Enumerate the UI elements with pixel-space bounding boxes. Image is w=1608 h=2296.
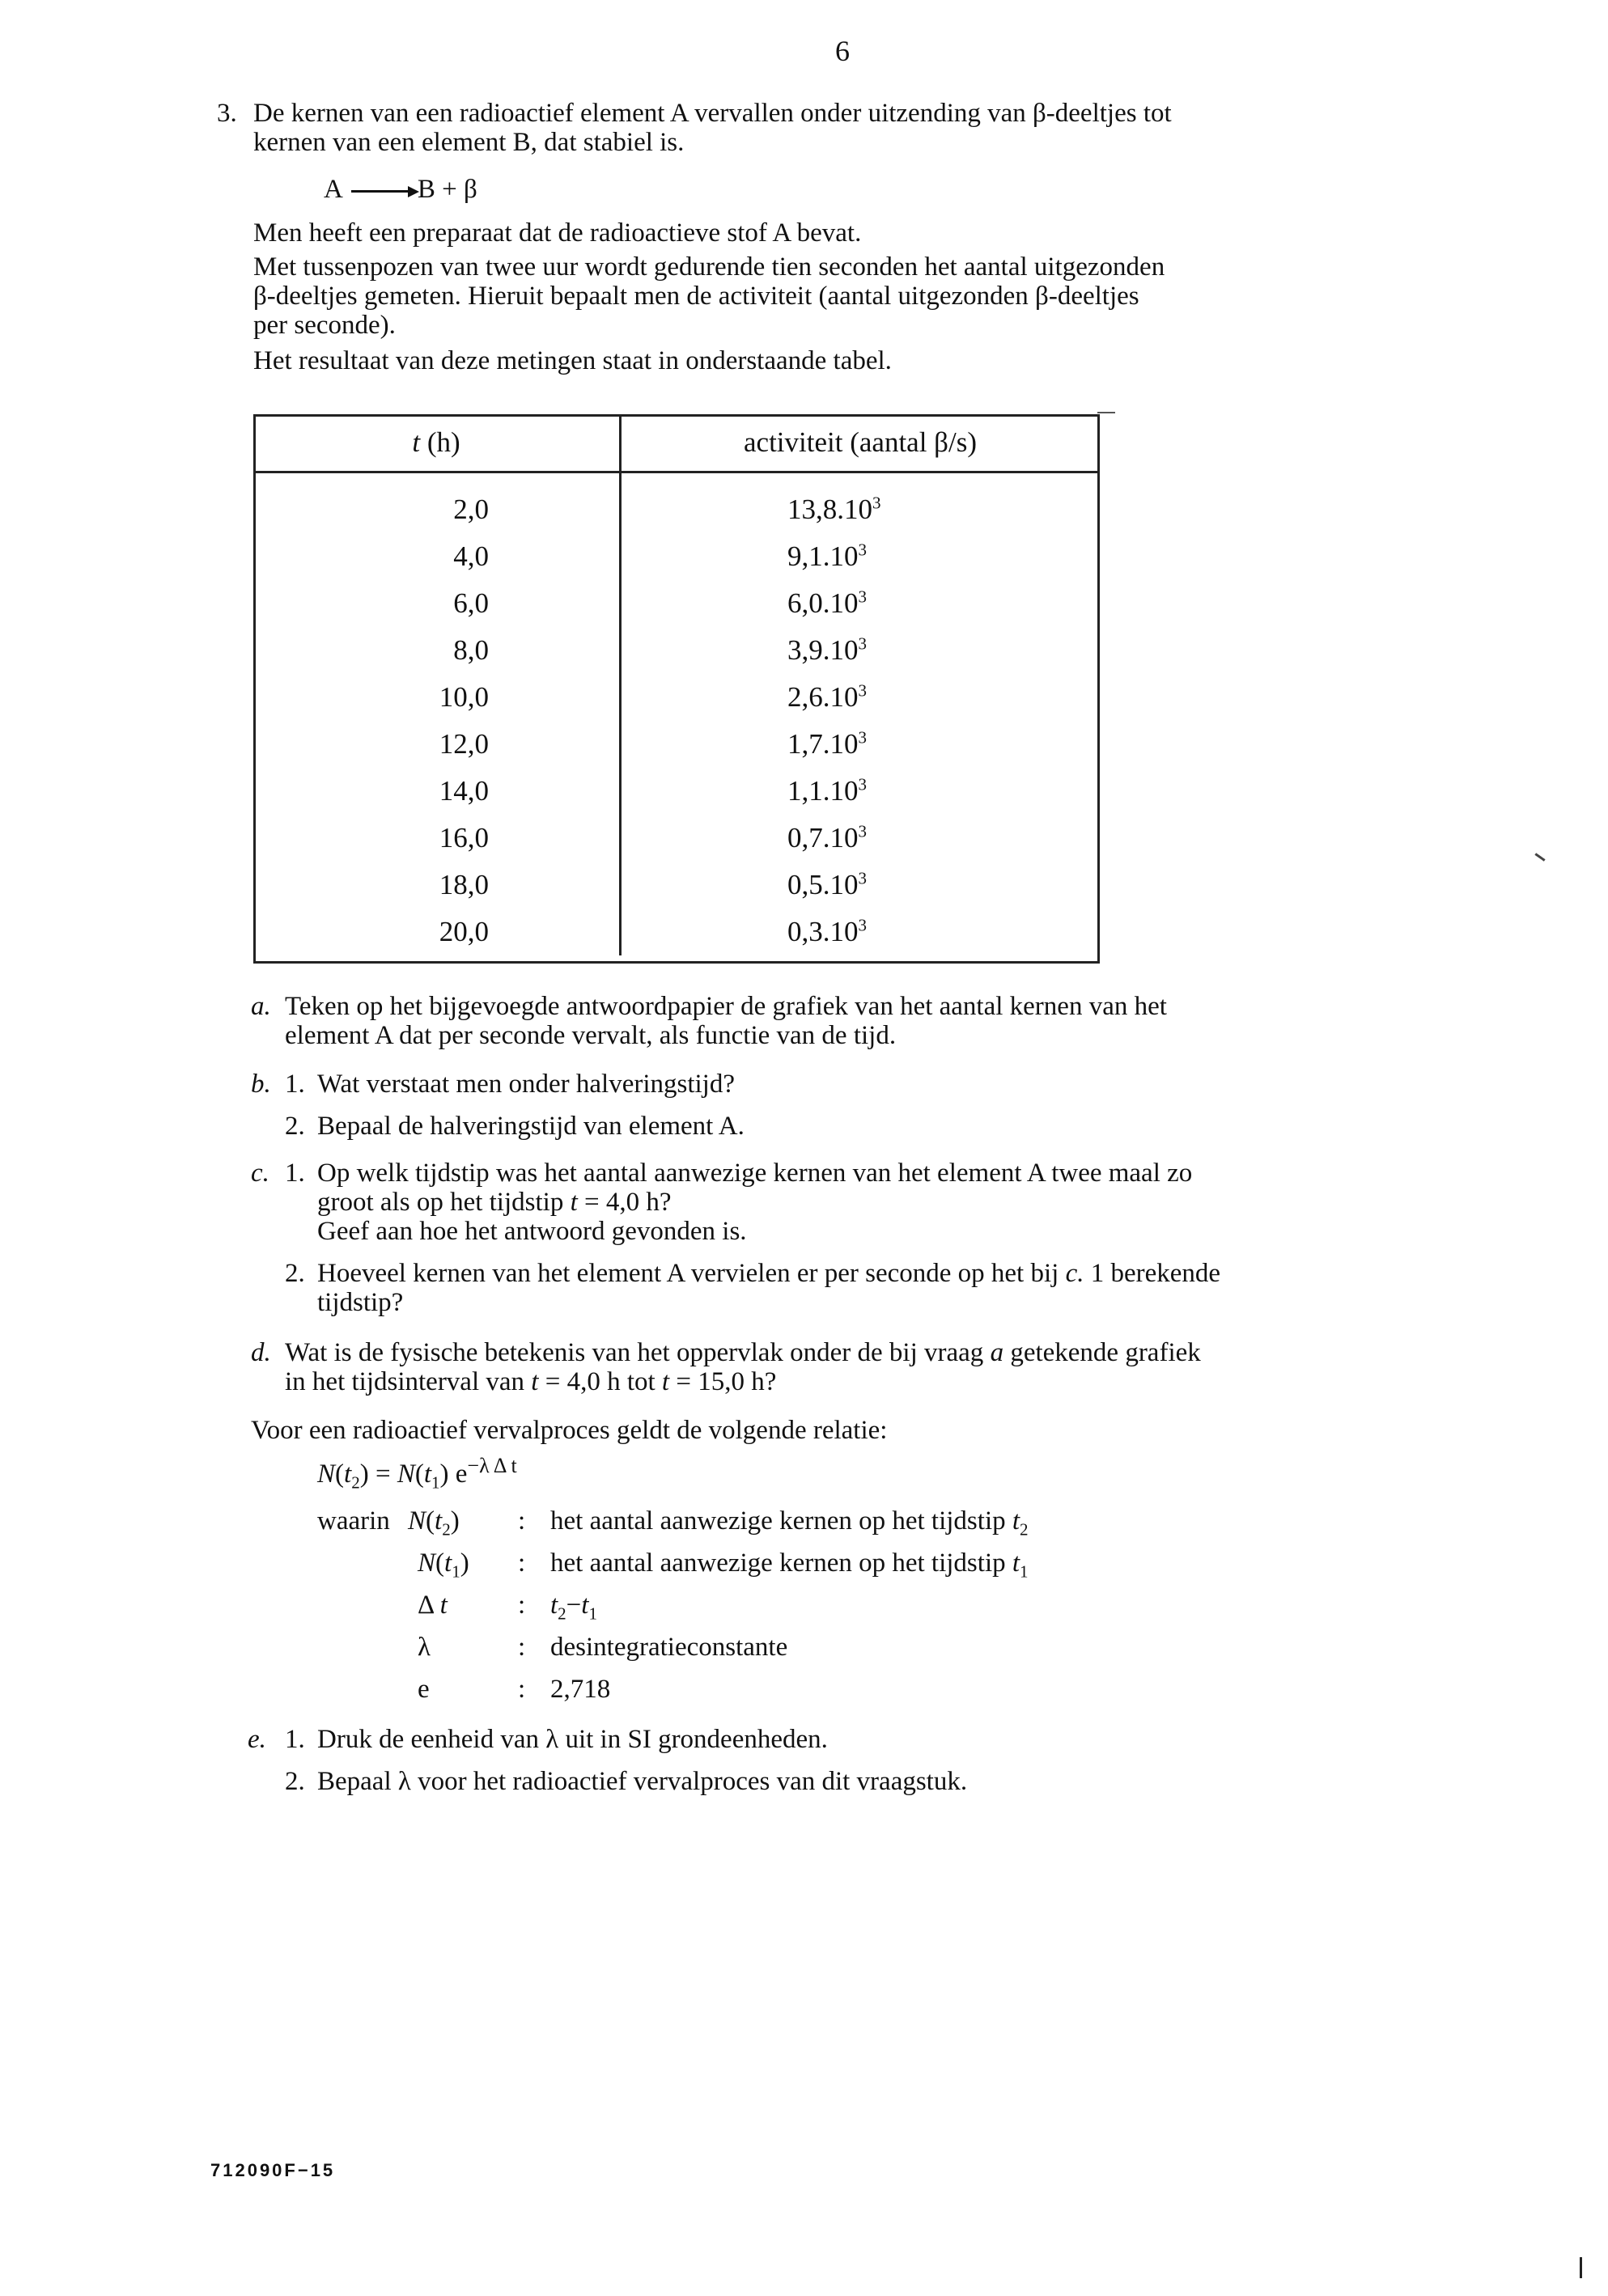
def-colon: : [518,1675,526,1704]
part-a-line-1: Teken op het bijgevoegde antwoordpapier de grafiek van het aantal kernen van het [285,992,1167,1021]
table-edge-line [1097,412,1115,413]
part-c1-line-3: Geef aan hoe het antwoord gevonden is. [317,1217,747,1246]
def-e-symbol: e [418,1675,430,1704]
part-c1-number: 1. [285,1159,305,1188]
table-row: 20,0 0,3.10$^3$ [253,909,1099,955]
part-c2-line-2: tijdstip? [317,1288,404,1317]
def-N2-symbol: $N(t_2)$ [408,1506,460,1540]
paragraph-2-line-1: Met tussenpozen van twee uur wordt gedurende tien seconden het aantal uitgezonden [253,252,1165,282]
part-c2-line-1: Hoeveel kernen van het element A vervielen er per seconde op het bij c. 1 berekende [317,1259,1221,1288]
part-d-line-1: Wat is de fysische betekenis van het oppervlak onder de bij vraag a getekende grafiek [285,1338,1201,1367]
part-c-label: c. [251,1159,269,1188]
table-row: 12,0 1,7.10$^3$ [253,721,1099,768]
part-b2-number: 2. [285,1112,305,1141]
def-N1-symbol: $N(t_1)$ [418,1548,469,1582]
part-a-line-2: element A dat per seconde vervalt, als functie van de tijd. [285,1021,897,1050]
reaction-equation [324,175,477,204]
paragraph-2-line-3: per seconde). [253,311,396,340]
def-colon: : [518,1506,526,1536]
def-colon: : [518,1633,526,1662]
page-number: 6 [835,35,850,67]
intro-line-2: kernen van een element B, dat stabiel is. [253,128,685,157]
paragraph-1: Men heeft een preparaat dat de radioactieve stof A bevat. [253,218,862,248]
reaction-left: A [324,175,343,204]
part-e1-text: Druk de eenheid van λ uit in SI grondeenheden. [317,1725,828,1754]
paragraph-2-line-2: β-deeltjes gemeten. Hieruit bepaalt men de activiteit (aantal uitgezonden β-deeltjes [253,282,1139,311]
table-row: 16,0 0,7.10$^3$ [253,815,1099,862]
part-b1-number: 1. [285,1070,305,1099]
table-row: 10,0 2,6.10$^3$ [253,674,1099,721]
waarin-label: waarin [317,1506,390,1536]
def-lambda-symbol: λ [418,1633,431,1662]
def-colon: : [518,1548,526,1578]
part-a-label: a. [251,992,271,1021]
def-colon: : [518,1591,526,1620]
table-row: 14,0 1,1.10$^3$ [253,768,1099,815]
footer-code: 712090F−15 [210,2160,336,2180]
def-lambda-text: desintegratieconstante [550,1633,788,1662]
intro-line-1: De kernen van een radioactief element A vervallen onder uitzending van β-deeltjes tot [253,99,1172,128]
question-number: 3. [217,99,237,128]
table-row: 8,0 3,9.10$^3$ [253,627,1099,674]
reaction-right: B + β [417,175,477,204]
table-header-time: t (h) [253,414,621,472]
measurement-table [253,414,1099,955]
part-c1-line-1: Op welk tijdstip was het aantal aanwezige kernen van het element A twee maal zo [317,1159,1193,1188]
relation-intro: Voor een radioactief vervalproces geldt de volgende relatie: [251,1416,888,1445]
table-row: 4,0 9,1.10$^3$ [253,533,1099,580]
part-b2-text: Bepaal de halveringstijd van element A. [317,1112,745,1141]
part-c2-number: 2. [285,1259,305,1288]
part-b-label: b. [251,1070,271,1099]
reaction-arrow-icon [351,190,414,193]
def-N1-text: het aantal aanwezige kernen op het tijdstip $t_1$ [550,1548,1029,1582]
part-e-label: e. [248,1725,266,1754]
def-delta-symbol: Δ t [418,1591,448,1620]
table-row: 2,0 13,8.10$^3$ [253,486,1099,533]
part-e2-text: Bepaal λ voor het radioactief vervalproces van dit vraagstuk. [317,1767,968,1796]
part-e1-number: 1. [285,1725,305,1754]
table-header-row [253,414,1099,472]
part-d-line-2: in het tijdsinterval van t = 4,0 h tot t = 15,0 h? [285,1367,777,1396]
part-b1-text: Wat verstaat men onder halveringstijd? [317,1070,735,1099]
def-delta-text: $t_2-t_1$ [550,1591,597,1624]
table-header-activity: activiteit (aantal β/s) [621,414,1100,472]
scan-mark [1580,2257,1582,2278]
part-c1-line-2: groot als op het tijdstip t = 4,0 h? [317,1188,672,1217]
part-e2-number: 2. [285,1767,305,1796]
table-row: 18,0 0,5.10$^3$ [253,862,1099,909]
decay-formula: $N(t_2) = N(t_1)$ $e^{-\lambda \Delta t}$ [317,1454,517,1493]
table-row: 6,0 6,0.10$^3$ [253,580,1099,627]
part-d-label: d. [251,1338,271,1367]
def-e-text: 2,718 [550,1675,611,1704]
scan-mark [1534,853,1545,861]
def-N2-text: het aantal aanwezige kernen op het tijdstip $t_2$ [550,1506,1029,1540]
paragraph-3: Het resultaat van deze metingen staat in onderstaande tabel. [253,346,892,375]
